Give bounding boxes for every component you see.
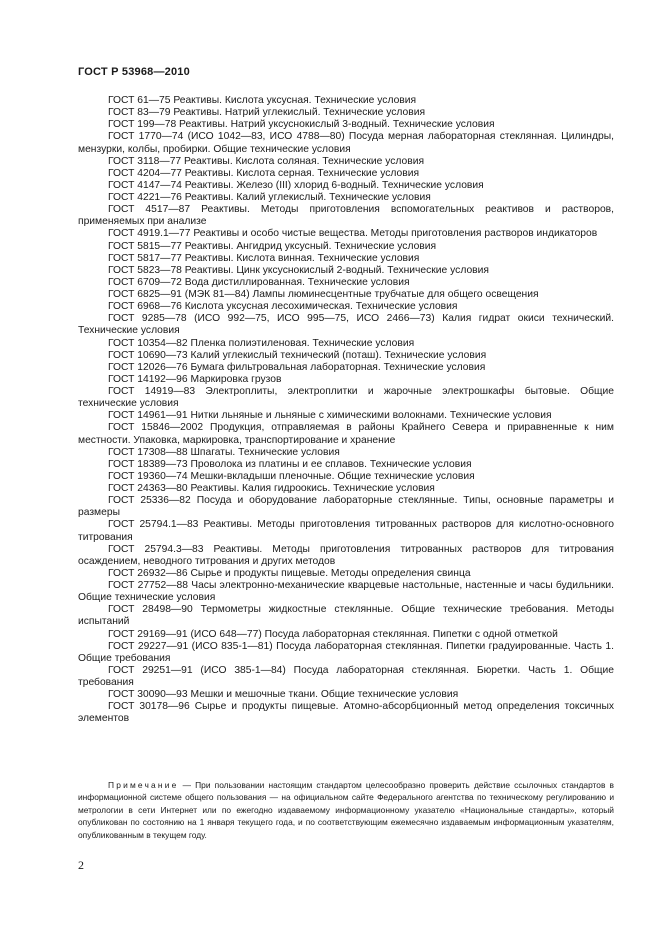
reference-item: ГОСТ 4919.1—77 Реактивы и особо чистые вещества. Методы приготовления растворов индикаторов <box>108 228 598 240</box>
reference-item: ГОСТ 14919—83 Электроплиты, электроплитки и жарочные электрошкафы бытовые. Общие технические условия <box>78 386 614 410</box>
note-block <box>78 779 614 841</box>
reference-item: ГОСТ 30090—93 Мешки и мешочные ткани. Общие технические условия <box>108 689 459 701</box>
reference-item: ГОСТ 4221—76 Реактивы. Калий углекислый. Технические условия <box>108 192 431 203</box>
reference-item: ГОСТ 19360—74 Мешки-вкладыши пленочные. Общие технические условия <box>108 470 475 482</box>
reference-item: ГОСТ 24363—80 Реактивы. Калия гидроокись. Технические условия <box>108 483 435 494</box>
reference-item: ГОСТ 14192—96 Маркировка грузов <box>108 373 282 385</box>
reference-item: ГОСТ 18389—73 Проволока из платины и ее сплавов. Технические условия <box>108 458 472 470</box>
reference-item: ГОСТ 26932—86 Сырье и продукты пищевые. Методы определения свинца <box>108 567 471 579</box>
reference-item: ГОСТ 4204—77 Реактивы. Кислота серная. Технические условия <box>108 167 420 179</box>
reference-item: ГОСТ 14961—91 Нитки льняные и льняные с химическими волокнами. Технические условия <box>108 410 552 422</box>
reference-item: ГОСТ 9285—78 (ИСО 992—75, ИСО 995—75, ИСО 2466—73) Калия гидрат окиси технический. Технические условия <box>78 313 614 337</box>
reference-item: ГОСТ 10354—82 Пленка полиэтиленовая. Технические условия <box>108 337 415 349</box>
reference-item: ГОСТ 29169—91 (ИСО 648—77) Посуда лабораторная стеклянная. Пипетки с одной отметкой <box>108 628 558 640</box>
note-label: Примечание <box>108 780 179 790</box>
reference-item: ГОСТ 61—75 Реактивы. Кислота уксусная. Технические условия <box>108 95 417 106</box>
reference-item: ГОСТ 5823—78 Реактивы. Цинк уксуснокислый 2-водный. Технические условия <box>108 264 489 276</box>
page-number: 2 <box>78 858 84 872</box>
reference-item: ГОСТ 29251—91 (ИСО 385-1—84) Посуда лабораторная стеклянная. Бюретки. Часть 1. Общие требования <box>78 664 614 688</box>
reference-item: ГОСТ 29227—91 (ИСО 835-1—81) Посуда лабораторная стеклянная. Пипетки градуированные. Часть 1. Общие требования <box>78 640 614 664</box>
reference-item: ГОСТ 10690—73 Калий углекислый технический (поташ). Технические условия <box>108 349 487 361</box>
normative-references-list <box>78 95 614 726</box>
reference-item: ГОСТ 4517—87 Реактивы. Методы приготовления вспомогательных реактивов и растворов, применяемых при анализе <box>78 204 614 228</box>
reference-item: ГОСТ 5817—77 Реактивы. Кислота винная. Технические условия <box>108 252 420 264</box>
reference-item: ГОСТ 25794.3—83 Реактивы. Методы приготовления титрованных растворов для титрования осаждением, неводного титрования и других методов <box>78 543 614 567</box>
reference-item: ГОСТ 28498—90 Термометры жидкостные стеклянные. Общие технические требования. Методы испытаний <box>78 604 614 628</box>
reference-item: ГОСТ 15846—2002 Продукция, отправляемая в районы Крайнего Севера и приравненные к ним местности. Упаковка, маркировка, транспортирование и хранение <box>78 422 614 446</box>
document-header: ГОСТ Р 53968—2010 <box>78 66 190 78</box>
reference-item: ГОСТ 199—78 Реактивы. Натрий уксуснокислый 3-водный. Технические условия <box>108 119 495 131</box>
reference-item: ГОСТ 25336—82 Посуда и оборудование лабораторные стеклянные. Типы, основные параметры и размеры <box>78 495 614 519</box>
reference-item: ГОСТ 3118—77 Реактивы. Кислота соляная. Технические условия <box>108 155 425 167</box>
reference-item: ГОСТ 83—79 Реактивы. Натрий углекислый. Технические условия <box>108 107 426 119</box>
reference-item: ГОСТ 6709—72 Вода дистиллированная. Технические условия <box>108 276 410 288</box>
reference-item: ГОСТ 1770—74 (ИСО 1042—83, ИСО 4788—80) Посуда мерная лабораторная стеклянная. Цилиндры, мензурки, колбы, пробирки. Общие технические условия <box>78 131 614 155</box>
reference-item: ГОСТ 25794.1—83 Реактивы. Методы приготовления титрованных растворов для кислотно-основного титрования <box>78 519 614 543</box>
reference-item: ГОСТ 27752—88 Часы электронно-механические кварцевые настольные, настенные и часы будильники. Общие технические условия <box>78 580 614 604</box>
note-text: — При пользовании настоящим стандартом целесообразно проверить действие ссылочных стандартов в информационной системе общего пользования — на официальном сайте Федерального агентства по техническому регулированию и метрологии в сети Интернет или по ежегодно издаваемому информационному указателю «Национальные стандарты», который опубликован по состоянию на 1 января текущего года, и по соответствующим ежемесячно издаваемым информационным указателям, опубликованным в текущем году. <box>78 780 614 840</box>
reference-item: ГОСТ 5815—77 Реактивы. Ангидрид уксусный. Технические условия <box>108 240 437 252</box>
reference-item: ГОСТ 6968—76 Кислота уксусная лесохимическая. Технические условия <box>108 301 458 313</box>
reference-item: ГОСТ 6825—91 (МЭК 81—84) Лампы люминесцентные трубчатые для общего освещения <box>108 289 539 300</box>
reference-item: ГОСТ 12026—76 Бумага фильтровальная лабораторная. Технические условия <box>108 361 486 373</box>
reference-item: ГОСТ 30178—96 Сырье и продукты пищевые. Атомно-абсорбционный метод определения токсичных элементов <box>78 701 614 725</box>
reference-item: ГОСТ 4147—74 Реактивы. Железо (III) хлорид 6-водный. Технические условия <box>108 179 484 191</box>
reference-item: ГОСТ 17308—88 Шпагаты. Технические условия <box>108 446 340 458</box>
